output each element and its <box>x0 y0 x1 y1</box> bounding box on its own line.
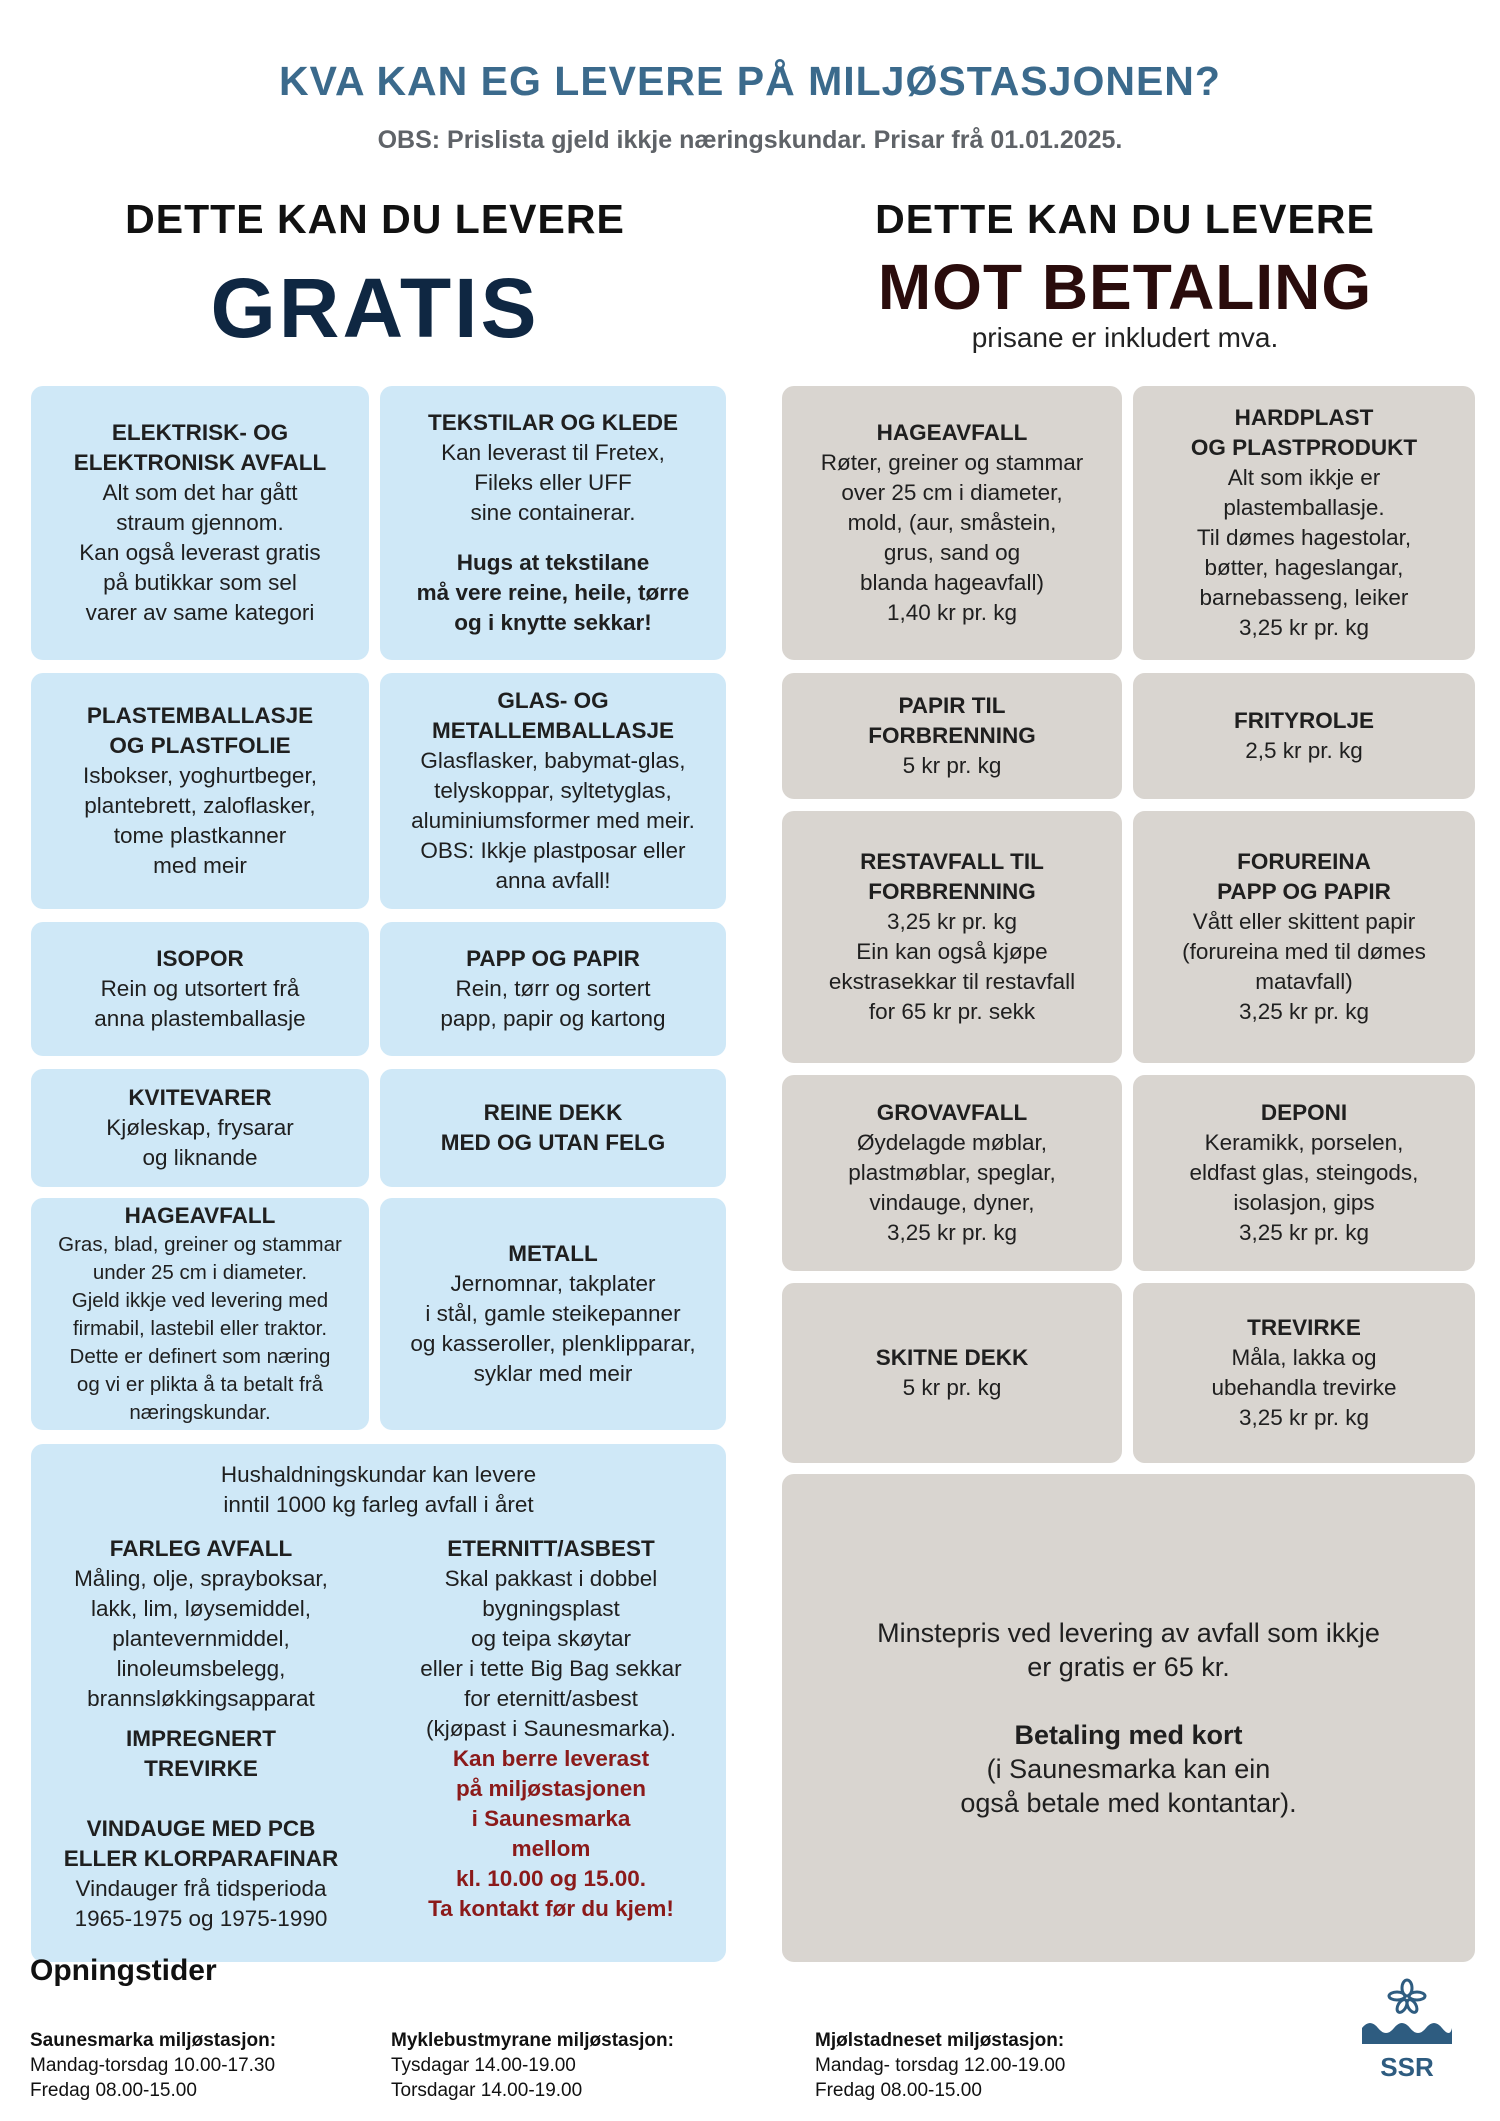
free-card-clean-tyres <box>380 1069 726 1187</box>
card-body: Isbokser, yoghurtbeger, plantebrett, zaloflasker, tome plastkanner med meir <box>83 763 317 878</box>
card-title: HARDPLAST OG PLASTPRODUKT <box>1190 405 1418 460</box>
location-name: Myklebustmyrane miljøstasjon: <box>391 2030 674 2051</box>
location-hours: Fredag 08.00-15.00 <box>815 2080 982 2101</box>
paid-card-contaminated-paper <box>1133 811 1475 1063</box>
paid-info-box <box>782 1474 1475 1962</box>
card-body: Kan leverast til Fretex, Fileks eller UFF sine containerar. <box>441 440 665 525</box>
card-body: 5 kr pr. kg <box>902 753 1002 778</box>
card-title: DEPONI <box>1260 1100 1348 1125</box>
logo-text: SSR <box>1380 2052 1434 2082</box>
opening-hours-title: Opningstider <box>30 1954 217 1987</box>
hazard-title: FARLEG AVFALL <box>109 1536 293 1561</box>
ssr-logo <box>1352 1978 1462 2088</box>
location-hours: Mandag-torsdag 10.00-17.30 <box>30 2055 276 2076</box>
location-hours: Tysdagar 14.00-19.00 <box>391 2055 576 2076</box>
free-card-white-goods <box>31 1069 369 1187</box>
card-title: PAPP OG PAPIR <box>466 946 640 971</box>
paid-heading: DETTE KAN DU LEVERE <box>875 196 1375 242</box>
payment-body: (i Saunesmarka kan ein også betale med kontantar). <box>960 1754 1297 1818</box>
location-name: Saunesmarka miljøstasjon: <box>30 2030 277 2051</box>
card-title: ELEKTRISK- OG ELEKTRONISK AVFALL <box>73 420 327 475</box>
minimum-price-text: Minstepris ved levering av avfall som ikkje er gratis er 65 kr. <box>877 1618 1380 1682</box>
hazard-intro: Hushaldningskundar kan levere inntil 1000 kg farleg avfall i året <box>220 1462 537 1517</box>
impregnated-wood-title: IMPREGNERT TREVIRKE <box>125 1726 276 1781</box>
card-body: Alt som det har gått straum gjennom. Kan også leverast gratis på butikkar som sel varer av same kategori <box>79 480 321 625</box>
location-myklebustmyrane <box>391 2028 751 2103</box>
card-body: 2,5 kr pr. kg <box>1245 738 1363 763</box>
card-body: Rein, tørr og sortert papp, papir og kartong <box>440 976 666 1031</box>
page-subtitle: OBS: Prislista gjeld ikkje næringskundar. Prisar frå 01.01.2025. <box>377 126 1123 154</box>
card-title: TEKSTILAR OG KLEDE <box>427 410 678 435</box>
free-card-paper <box>380 922 726 1056</box>
asbestos-body: Skal pakkast i dobbel bygningsplast og teipa skøytar eller i tette Big Bag sekkar for eternitt/asbest (kjøpast i Saunesmarka). <box>420 1566 682 1741</box>
page-title: KVA KAN EG LEVERE PÅ MILJØSTASJONEN? <box>279 58 1221 104</box>
card-title: FORUREINA PAPP OG PAPIR <box>1217 849 1391 904</box>
hazard-left-column <box>31 1534 371 1934</box>
paid-card-frying-oil <box>1133 673 1475 799</box>
card-title: METALL <box>508 1241 598 1266</box>
free-card-electronics <box>31 386 369 660</box>
card-note: Hugs at tekstilane må vere reine, heile, tørre og i knytte sekkar! <box>416 550 690 635</box>
paid-word: MOT BETALING <box>877 251 1373 323</box>
paid-card-dirty-tyres <box>782 1283 1122 1463</box>
card-title: RESTAVFALL TIL FORBRENNING <box>860 849 1044 904</box>
free-word: GRATIS <box>210 261 540 355</box>
pcb-windows-body: Vindauger frå tidsperioda 1965-1975 og 1975-1990 <box>74 1876 328 1931</box>
location-saunesmarka <box>30 2028 370 2103</box>
card-title: FRITYROLJE <box>1233 708 1374 733</box>
card-body: Rein og utsortert frå anna plastemballasje <box>94 976 306 1031</box>
free-card-hazardous <box>31 1444 726 1962</box>
paid-card-wood <box>1133 1283 1475 1463</box>
location-hours: Mandag- torsdag 12.00-19.00 <box>815 2055 1066 2076</box>
asbestos-warning: Kan berre leverast på miljøstasjonen i Saunesmarka mellom kl. 10.00 og 15.00. Ta kontakt før du kjem! <box>428 1746 674 1921</box>
asbestos-title: ETERNITT/ASBEST <box>447 1536 655 1561</box>
card-body: Glasflasker, babymat-glas, telyskoppar, syltetyglas, aluminiumsformer med meir. OBS: Ikkje plastposar eller anna avfall! <box>411 748 695 893</box>
card-body: Jernomnar, takplater i stål, gamle steikepanner og kasseroller, plenklipparar, syklar med meir <box>410 1271 696 1386</box>
free-card-plastic-packaging <box>31 673 369 909</box>
paid-card-paper-incineration <box>782 673 1122 799</box>
free-card-metal <box>380 1198 726 1430</box>
card-title: HAGEAVFALL <box>876 420 1028 445</box>
free-card-garden-waste <box>31 1198 369 1430</box>
hazard-body: Måling, olje, sprayboksar, lakk, lim, løysemiddel, plantevernmiddel, linoleumsbelegg, brannsløkkingsapparat <box>74 1566 328 1711</box>
paid-card-garden-waste <box>782 386 1122 660</box>
card-body: Alt som ikkje er plastemballasje. Til dømes hagestolar, bøtter, hageslangar, barnebasseng, leiker 3,25 kr pr. kg <box>1196 465 1412 640</box>
card-body: Kjøleskap, frysarar og liknande <box>106 1115 294 1170</box>
free-card-glass-metal <box>380 673 726 909</box>
card-title: GROVAVFALL <box>876 1100 1028 1125</box>
location-mjolstadneset <box>815 2028 1175 2103</box>
free-card-isopor <box>31 922 369 1056</box>
paid-vat-note: prisane er inkludert mva. <box>971 322 1279 353</box>
ssr-logo-icon <box>1352 1978 1462 2088</box>
card-body: Måla, lakka og ubehandla trevirke 3,25 kr pr. kg <box>1211 1345 1397 1430</box>
card-body: Øydelagde møblar, plastmøblar, speglar, vindauge, dyner, 3,25 kr pr. kg <box>848 1130 1056 1245</box>
card-body: Vått eller skittent papir (forureina med til dømes matavfall) 3,25 kr pr. kg <box>1182 909 1426 1024</box>
pcb-windows-title: VINDAUGE MED PCB ELLER KLORPARAFINAR <box>63 1816 339 1871</box>
paid-card-landfill <box>1133 1075 1475 1271</box>
payment-title: Betaling med kort <box>1014 1720 1243 1750</box>
card-title: PLASTEMBALLASJE OG PLASTFOLIE <box>86 703 314 758</box>
location-name: Mjølstadneset miljøstasjon: <box>815 2030 1065 2051</box>
free-heading: DETTE KAN DU LEVERE <box>125 196 625 242</box>
card-body: Røter, greiner og stammar over 25 cm i diameter, mold, (aur, småstein, grus, sand og blanda hageavfall) 1,40 kr pr. kg <box>820 450 1084 625</box>
card-title: PAPIR TIL FORBRENNING <box>868 693 1036 748</box>
location-hours: Torsdagar 14.00-19.00 <box>391 2080 583 2101</box>
free-card-textiles <box>380 386 726 660</box>
card-title: SKITNE DEKK <box>875 1345 1029 1370</box>
hazard-right-column <box>391 1534 711 1924</box>
paid-card-hard-plastic <box>1133 386 1475 660</box>
card-title: KVITEVARER <box>128 1085 272 1110</box>
card-title: HAGEAVFALL <box>124 1203 276 1228</box>
card-body: Keramikk, porselen, eldfast glas, steingods, isolasjon, gips 3,25 kr pr. kg <box>1189 1130 1419 1245</box>
card-title: REINE DEKK MED OG UTAN FELG <box>440 1100 666 1155</box>
card-body: Gras, blad, greiner og stammar under 25 cm i diameter. Gjeld ikkje ved levering med firmabil, lastebil eller traktor. Dette er definert som næring og vi er plikta å ta betalt frå næringskundar. <box>58 1233 342 1424</box>
location-hours: Fredag 08.00-15.00 <box>30 2080 197 2101</box>
card-title: TREVIRKE <box>1247 1315 1361 1340</box>
card-body: 3,25 kr pr. kg Ein kan også kjøpe ekstrasekkar til restavfall for 65 kr pr. sekk <box>828 909 1076 1024</box>
card-title: GLAS- OG METALLEMBALLASJE <box>431 688 675 743</box>
paid-card-residual-waste <box>782 811 1122 1063</box>
paid-card-bulky-waste <box>782 1075 1122 1271</box>
card-body: 5 kr pr. kg <box>902 1375 1002 1400</box>
card-title: ISOPOR <box>156 946 244 971</box>
